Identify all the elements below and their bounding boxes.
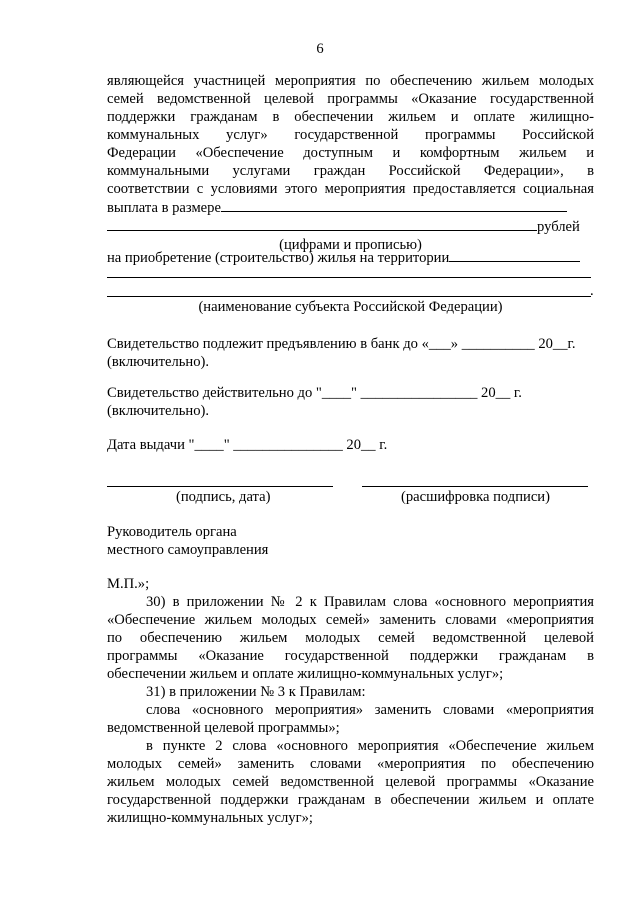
territory-blank — [449, 248, 580, 262]
item31a-line: слова «основного мероприятия» заменить словами «мероприятия — [146, 702, 594, 718]
head-section — [107, 523, 594, 559]
item30-line: «Обеспечение жильем молодых семей» заменить словами «мероприятия — [107, 612, 594, 628]
valid-text: Свидетельство действительно до "____" ________________ 20__ г. — [107, 385, 522, 401]
territory-blank-3 — [107, 296, 591, 297]
issue-date-section — [107, 436, 594, 454]
item31b-line: молодых семей» заменить словами «мероприятия по обеспечению — [107, 756, 594, 772]
text-line: являющейся участницей мероприятия по обеспечению жильем молодых — [107, 73, 594, 89]
territory-section — [107, 248, 594, 267]
territory-line — [107, 248, 594, 267]
text-line: коммунальными услугами граждан Российской Федерации», в — [107, 163, 594, 179]
item30-line: 30) в приложении № 2 к Правилам слова «основного мероприятия — [146, 594, 594, 610]
bank-note: (включительно). — [107, 354, 210, 370]
valid-section — [107, 384, 594, 420]
signature-left-caption: (подпись, дата) — [176, 489, 271, 505]
bank-text: Свидетельство подлежит предъявлению в банк до «___» __________ 20__г. — [107, 336, 576, 352]
item30-line: по обеспечению жильем молодых семей ведомственной целевой — [107, 630, 594, 646]
head-line-2: местного самоуправления — [107, 542, 269, 558]
issue-date: Дата выдачи "____" _______________ 20__ г. — [107, 437, 388, 453]
territory-caption: (наименование субъекта Российской Федерации) — [198, 299, 503, 315]
amount-line — [107, 198, 594, 217]
signature-right-caption: (расшифровка подписи) — [401, 489, 550, 505]
item31a-line-last: ведомственной целевой программы»; — [107, 720, 340, 736]
valid-note: (включительно). — [107, 403, 210, 419]
stamp-mark: М.П.»; — [107, 576, 150, 592]
amount-caption: (цифрами и прописью) — [279, 237, 422, 253]
item30-line-last: обеспечении жильем и оплате жилищно-коммунальных услуг»; — [107, 666, 504, 682]
signature-line-right — [362, 486, 588, 487]
territory-prefix: на приобретение (строительство) жилья на территории — [107, 250, 450, 266]
item31b-line-last: жилищно-коммунальных услуг»; — [107, 810, 313, 826]
amount-prefix: выплата в размере — [107, 200, 221, 216]
text-line: коммунальных услуг» государственной программы Российской — [107, 127, 594, 143]
amendments-section — [107, 575, 594, 827]
item30-line: программы «Оказание государственной поддержки гражданам в — [107, 648, 594, 664]
territory-blank-2 — [107, 277, 591, 278]
amount-currency: рублей — [537, 219, 580, 235]
item31b-line: государственной поддержки гражданам в обеспечении жильем и оплате — [107, 792, 594, 808]
amount-blank — [221, 198, 567, 212]
intro-paragraph — [107, 72, 594, 254]
item31-heading: 31) в приложении № 3 к Правилам: — [146, 684, 366, 700]
amount-blank-2 — [107, 217, 537, 231]
item31b-line: жильем молодых семей ведомственной целевой программы «Оказание — [107, 774, 594, 790]
page-number: 6 — [316, 41, 324, 57]
item31b-line: в пункте 2 слова «основного мероприятия «Обеспечение жильем — [146, 738, 594, 754]
text-line: Федерации «Обеспечение доступным и комфортным жильем и — [107, 145, 594, 161]
territory-caption-wrap — [107, 298, 594, 316]
bank-section — [107, 335, 594, 371]
head-line-1: Руководитель органа — [107, 524, 237, 540]
text-line: поддержки гражданам в обеспечении жильем и оплате жилищно- — [107, 109, 594, 125]
text-line: семей ведомственной целевой программы «Оказание государственной — [107, 91, 594, 107]
amount-line-2 — [107, 217, 594, 236]
signature-line-left — [107, 486, 333, 487]
text-line: соответствии с условиями этого мероприятия предоставляется социальная — [107, 181, 594, 197]
territory-end-mark: . — [590, 283, 594, 299]
